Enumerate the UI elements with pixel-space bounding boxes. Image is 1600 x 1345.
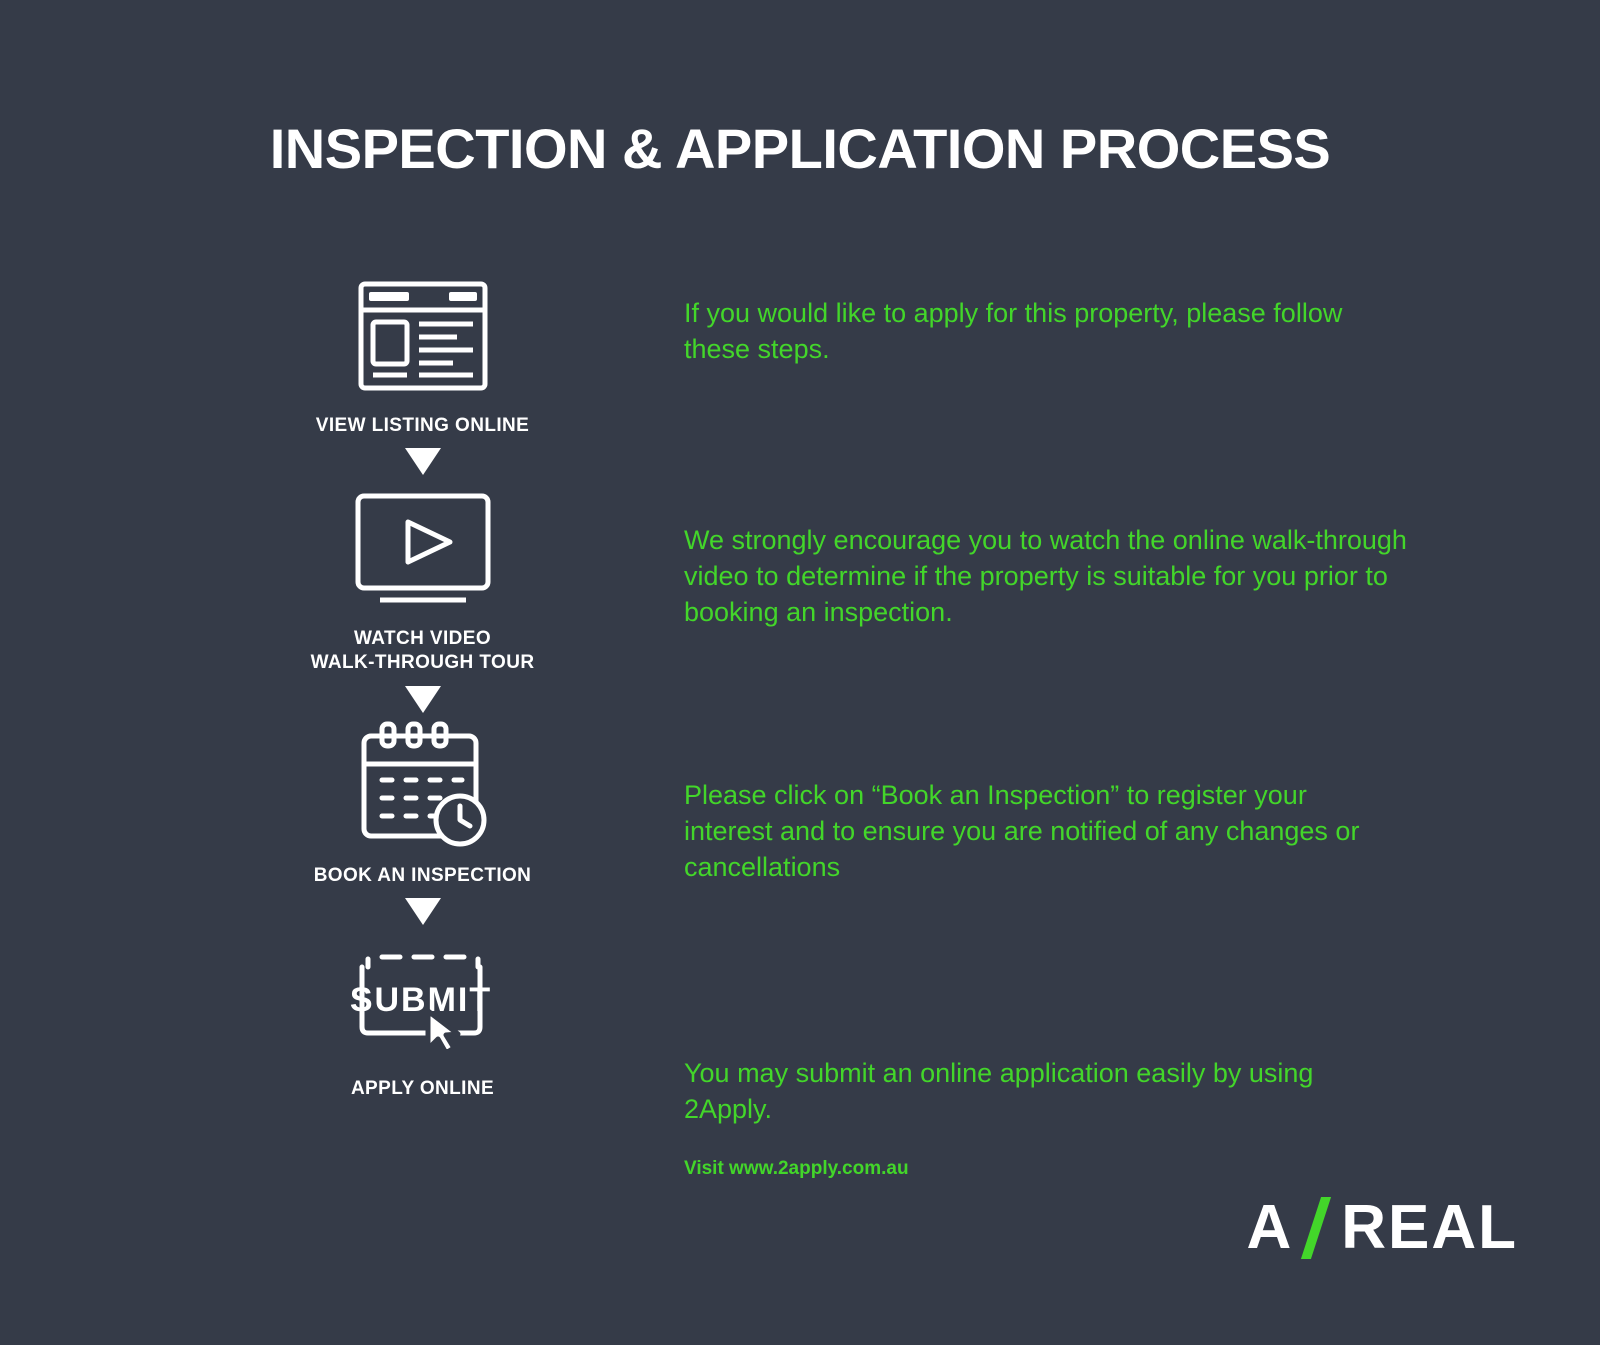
process-steps xyxy=(250,272,595,1101)
browser-listing-icon xyxy=(348,272,498,400)
logo-word-real: REAL xyxy=(1341,1193,1518,1262)
arrow-down-3 xyxy=(250,889,595,935)
svg-text:SUBMIT: SUBMIT xyxy=(349,980,492,1019)
submit-button-cursor-icon xyxy=(348,935,498,1063)
step-book-inspection xyxy=(250,722,595,889)
page-title: INSPECTION & APPLICATION PROCESS xyxy=(269,117,1331,180)
arrow-down-2 xyxy=(250,676,595,722)
step-label-book-inspection: BOOK AN INSPECTION xyxy=(313,865,532,887)
step-label-line-1: WATCH VIDEO xyxy=(353,627,492,649)
step-label-line-2: WALK-THROUGH TOUR xyxy=(310,652,535,674)
step-label-watch-video xyxy=(311,627,535,676)
step-apply-online xyxy=(250,935,595,1102)
description-view-listing: If you would like to apply for this property, please follow these steps. xyxy=(684,298,1343,364)
visit-link-text[interactable]: Visit www.2apply.com.au xyxy=(684,1158,909,1179)
logo-letter-a: A xyxy=(1246,1193,1294,1262)
description-book-inspection: Please click on “Book an Inspection” to register your interest and to ensure you are notified of any changes or cancellations xyxy=(684,780,1360,882)
step-label-apply-online: APPLY ONLINE xyxy=(350,1077,495,1099)
step-watch-video xyxy=(250,485,595,676)
video-player-icon xyxy=(348,485,498,613)
step-label-view-listing: VIEW LISTING ONLINE xyxy=(315,415,530,436)
description-watch-video: We strongly encourage you to watch the online walk-through video to determine if the property is suitable for you prior to booking an inspection. xyxy=(684,525,1407,627)
brand-logo xyxy=(1246,1192,1518,1263)
arrow-down-1 xyxy=(250,439,595,485)
description-apply-online: You may submit an online application easily by using 2Apply. xyxy=(684,1058,1314,1124)
step-view-listing-online xyxy=(250,272,595,439)
logo-slash-icon xyxy=(1299,1197,1339,1259)
calendar-clock-icon xyxy=(348,722,498,850)
